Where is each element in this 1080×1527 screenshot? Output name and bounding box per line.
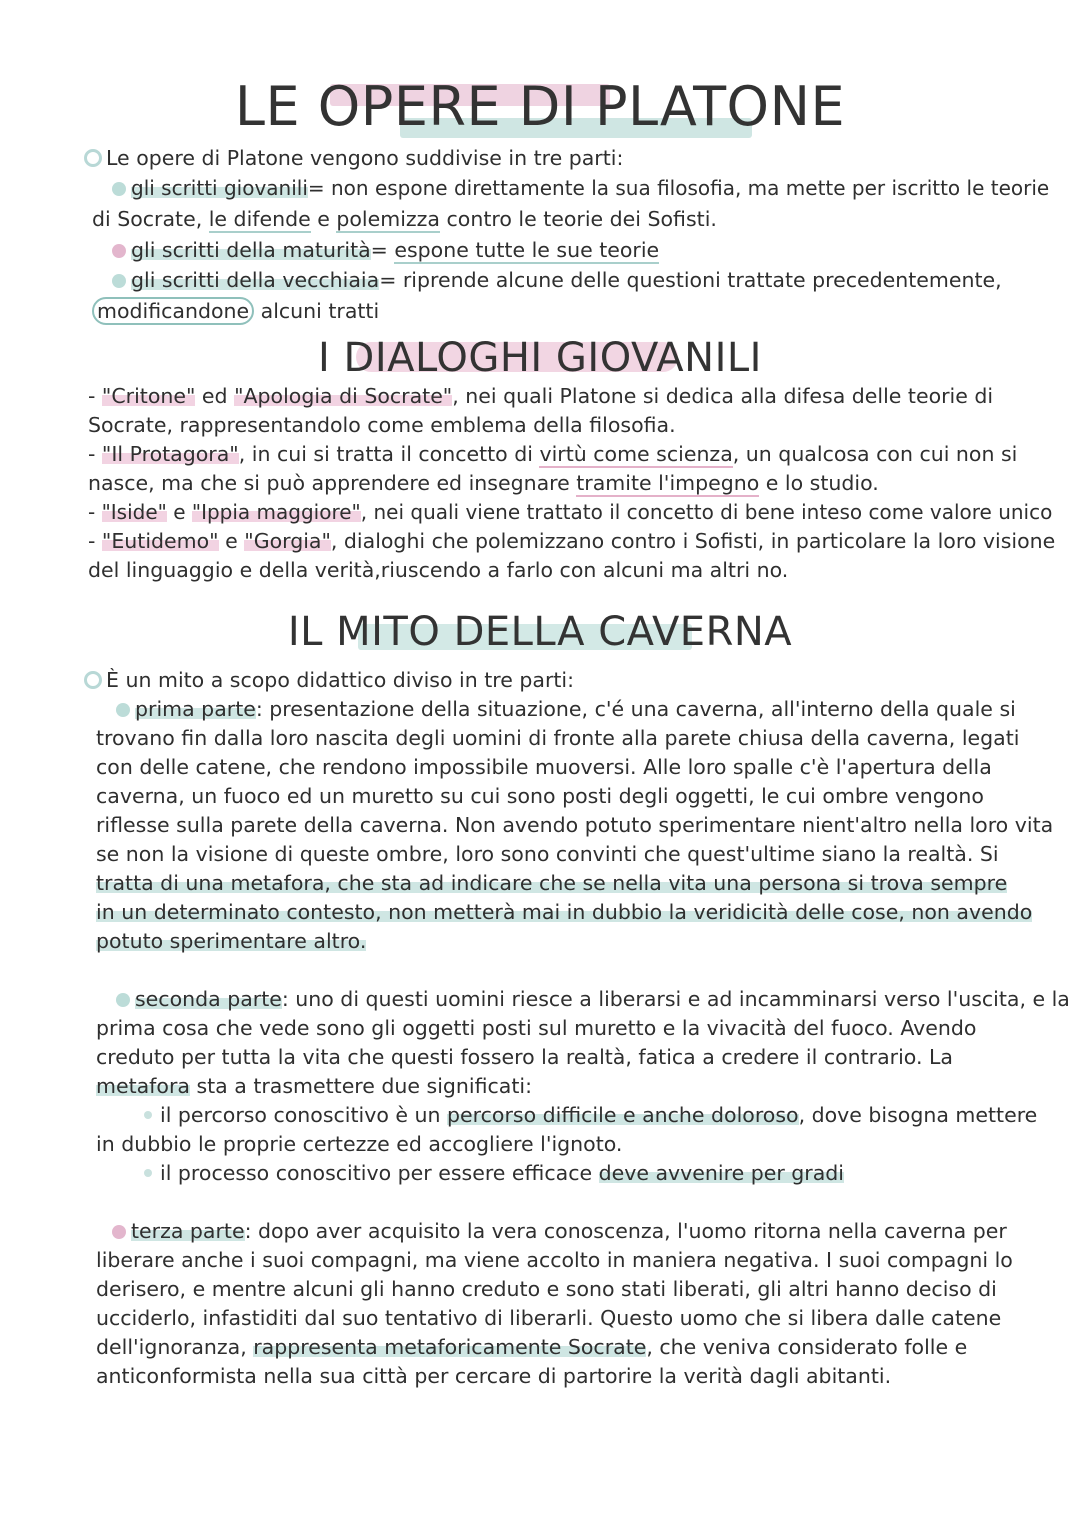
bullet-dot-icon — [112, 274, 126, 288]
part-text: caverna, un fuoco ed un muretto su cui sono posti degli oggetti, le cui ombre vengono — [96, 784, 984, 808]
part-text: derisero, e mentre alcuni gli hanno creduto e sono stati liberati, gli altri hanno deciso di — [96, 1277, 997, 1301]
bullet-dot-icon — [116, 703, 130, 717]
dialogue-item: - "Iside" e "Ippia maggiore", nei quali viene trattato il concetto di bene inteso come valore unico — [88, 500, 1053, 524]
list-item-continuation: di Socrate, le difende e polemizza contro le teorie dei Sofisti. — [92, 207, 717, 231]
sub-item: il processo conoscitivo per essere efficace deve avvenire per gradi — [144, 1159, 844, 1188]
part-text: metafora sta a trasmettere due significati: — [96, 1074, 533, 1098]
bullet-dot-icon — [144, 1111, 152, 1119]
list-item: gli scritti della vecchiaia= riprende alcune delle questioni trattate precedentemente, — [112, 266, 1002, 295]
section-title: IL MITO DELLA CAVERNA — [287, 609, 793, 655]
bullet-circle-icon — [84, 671, 102, 689]
intro-line: È un mito a scopo didattico diviso in tre parti: — [84, 666, 574, 695]
part-item: terza parte: dopo aver acquisito la vera conoscenza, l'uomo ritorna nella caverna per — [112, 1217, 1007, 1246]
dialogue-item: - "Il Protagora", in cui si tratta il concetto di virtù come scienza, un qualcosa con cui non si — [88, 442, 1018, 466]
part-text: potuto sperimentare altro. — [96, 929, 367, 953]
part-text: anticonformista nella sua città per cercare di partorire la verità dagli abitanti. — [96, 1364, 892, 1388]
part-text: liberare anche i suoi compagni, ma viene accolto in maniera negativa. I suoi compagni lo — [96, 1248, 1013, 1272]
sub-item: il percorso conoscitivo è un percorso difficile e anche doloroso, dove bisogna mettere — [144, 1101, 1037, 1130]
list-item: gli scritti della maturità= espone tutte le sue teorie — [112, 236, 659, 265]
page-title: LE OPERE DI PLATONE — [234, 75, 846, 138]
intro-line: Le opere di Platone vengono suddivise in tre parti: — [84, 144, 623, 173]
bullet-dot-icon — [112, 1225, 126, 1239]
part-text: tratta di una metafora, che sta ad indicare che se nella vita una persona si trova sempre — [96, 871, 1008, 895]
part-text: con delle catene, che rendono impossibile muoversi. Alle loro spalle c'è l'apertura della — [96, 755, 992, 779]
part-text: in un determinato contesto, non metterà mai in dubbio la veridicità delle cose, non avendo — [96, 900, 1033, 924]
list-item-continuation: modificandone alcuni tratti — [92, 297, 379, 326]
part-item: seconda parte: uno di questi uomini riesce a liberarsi e ad incamminarsi verso l'uscita, e la — [116, 985, 1070, 1014]
bullet-dot-icon — [112, 244, 126, 258]
part-text: riflesse sulla parete della caverna. Non avendo potuto sperimentare nient'altro nella loro vita — [96, 813, 1054, 837]
dialogue-item-continuation: Socrate, rappresentandolo come emblema della filosofia. — [88, 413, 676, 437]
part-text: dell'ignoranza, rappresenta metaforicamente Socrate, che veniva considerato folle e — [96, 1335, 968, 1359]
part-text: creduto per tutta la vita che questi fossero la realtà, fatica a credere il contrario. La — [96, 1045, 953, 1069]
section-title: I DIALOGHI GIOVANILI — [318, 335, 762, 381]
part-text: prima cosa che vede sono gli oggetti posti sul muretto e la vivacità del fuoco. Avendo — [96, 1016, 977, 1040]
bullet-dot-icon — [112, 182, 126, 196]
part-text: ucciderlo, infastiditi dal suo tentativo di liberarli. Questo uomo che si libera dalle catene — [96, 1306, 1002, 1330]
list-item: gli scritti giovanili= non espone direttamente la sua filosofia, ma mette per iscritto le teorie — [112, 174, 1049, 203]
bullet-circle-icon — [84, 149, 102, 167]
part-text: se non la visione di queste ombre, loro sono convinti che quest'ultime siano la realtà. Si — [96, 842, 999, 866]
dialogue-item: - "Critone" ed "Apologia di Socrate", nei quali Platone si dedica alla difesa delle teorie di — [88, 384, 994, 408]
sub-item-continuation: in dubbio le proprie certezze ed accogliere l'ignoto. — [96, 1132, 623, 1156]
dialogue-item-continuation: nasce, ma che si può apprendere ed insegnare tramite l'impegno e lo studio. — [88, 471, 879, 495]
bullet-dot-icon — [116, 993, 130, 1007]
bullet-dot-icon — [144, 1169, 152, 1177]
part-item: prima parte: presentazione della situazione, c'é una caverna, all'interno della quale si — [116, 695, 1016, 724]
dialogue-item: - "Eutidemo" e "Gorgia", dialoghi che polemizzano contro i Sofisti, in particolare la loro visione — [88, 529, 1056, 553]
part-text: trovano fin dalla loro nascita degli uomini di fronte alla parete chiusa della caverna, legati — [96, 726, 1020, 750]
dialogue-item-continuation: del linguaggio e della verità,riuscendo a farlo con alcuni ma altri no. — [88, 558, 789, 582]
